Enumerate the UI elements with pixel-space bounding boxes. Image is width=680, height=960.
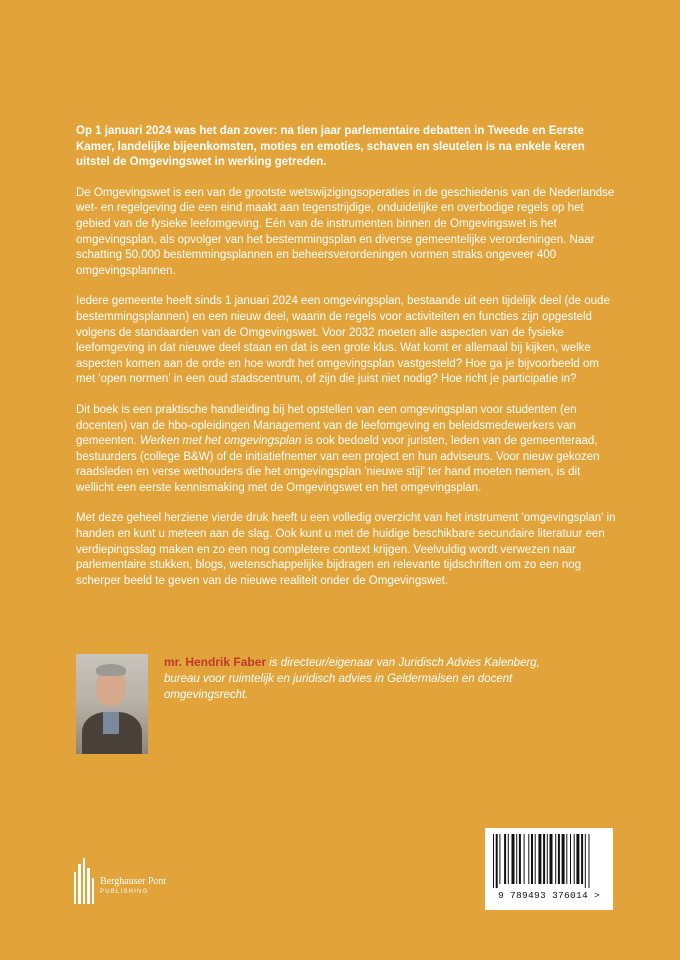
paragraph-boek-after: is ook bedoeld voor juristen, leden van de gemeenteraad, bestuurders (college B&W) of de initiatiefnemer van een project en hun adviseurs. Voor nieuw gekozen raadsleden en verse wethouders die het omgevingsplan 'nieuwe stijl' ter hand moeten nemen, is dit wellicht een eerste kennismaking met de Omgevingswet en het omgevingsplan. [76,435,600,494]
book-title: Werken met het omgevingsplan [139,435,302,448]
publisher-sub: PUBLISHING [100,889,149,895]
paragraph-vierde-druk: Met deze geheel herziene vierde druk heeft u een volledig overzicht van het instrument 'omgevingsplan' in handen en kunt u meteen aan de slag. Ook kunt u met de huidige beschikbare secundaire literatuur een verdiepingsslag maken en zo een nog completere context krijgen. Veelvuldig wordt verwezen naar parlementaire stukken, blogs, wetenschappelijke bijdragen en relevante tijdschriften om zo een nog scherper beeld te geven van de nieuwe realiteit onder de Omgevingswet. [76,512,616,587]
lead-paragraph: Op 1 januari 2024 was het dan zover: na tien jaar parlementaire debatten in Tweede en Eerste Kamer, landelijke bijeenkomsten, moties en emoties, schaven en sleutelen is na enkele keren uitstel de Omgevingswet in werking getreden. [76,125,585,169]
barcode-bars [491,834,607,888]
author-section [76,654,636,774]
author-description: is directeur/eigenaar van Juridisch Advies Kalenberg, bureau voor ruimtelijk en juridisch advies in Geldermalsen en docent omgevingsrecht. [164,657,540,701]
publisher-logo-icon [74,858,94,908]
paragraph-boek-before: Dit boek is een praktische handleiding bij het opstellen van een omgevingsplan voor studenten (en docenten) van de hbo-opleidingen Management van de leefomgeving en beleidsmedewerkers van gemeenten. [76,403,577,448]
isbn-number: 9 789493 376014 > [497,890,600,901]
paragraph-omgevingswet: De Omgevingswet is een van de grootste wetswijzigingsoperaties in de geschiedenis van de Nederlandse wet- en regelgeving die een eind maakt aan tegenstrijdige, onduidelijke en overbodige regels op het gebied van de fysieke leefomgeving. Eén van de instrumenten binnen de Omgevingswet is het omgevingsplan, als opvolger van het bestemmingsplan en diverse gemeentelijke verordeningen. Naar schatting 50.000 bestemmingsplannen en beheersverordeningen vormen straks ongeveer 400 omgevingsplannen. [76,186,615,277]
barcode [485,828,613,910]
paragraph-gemeente: Iedere gemeente heeft sinds 1 januari 2024 een omgevingsplan, bestaande uit een tijdelijk deel (de oude bestemmingsplannen) en een nieuw deel, waarin de regels voor activiteiten en functies zijn opgesteld volgens de standaarden van de Omgevingswet. Voor 2032 moeten alle aspecten van de fysieke leefomgeving in dat nieuwe deel staan en dat is een grote klus. Wat komt er allemaal bij kijken, welke aspecten komen aan de orde en hoe wordt het omgevingsplan vastgesteld? Hoe ga je bijvoorbeeld om met 'open normen' in een oud stadscentrum, of zijn die juist niet nodig? Hoe richt je participatie in? [76,295,610,386]
author-photo [76,654,148,754]
author-name: mr. Hendrik Faber [164,655,267,669]
publisher-logo [74,858,194,908]
paragraph-boek [76,403,618,497]
publisher-name: Berghauser Pont [100,876,167,887]
back-cover-text [76,124,618,604]
author-bio [164,654,574,703]
